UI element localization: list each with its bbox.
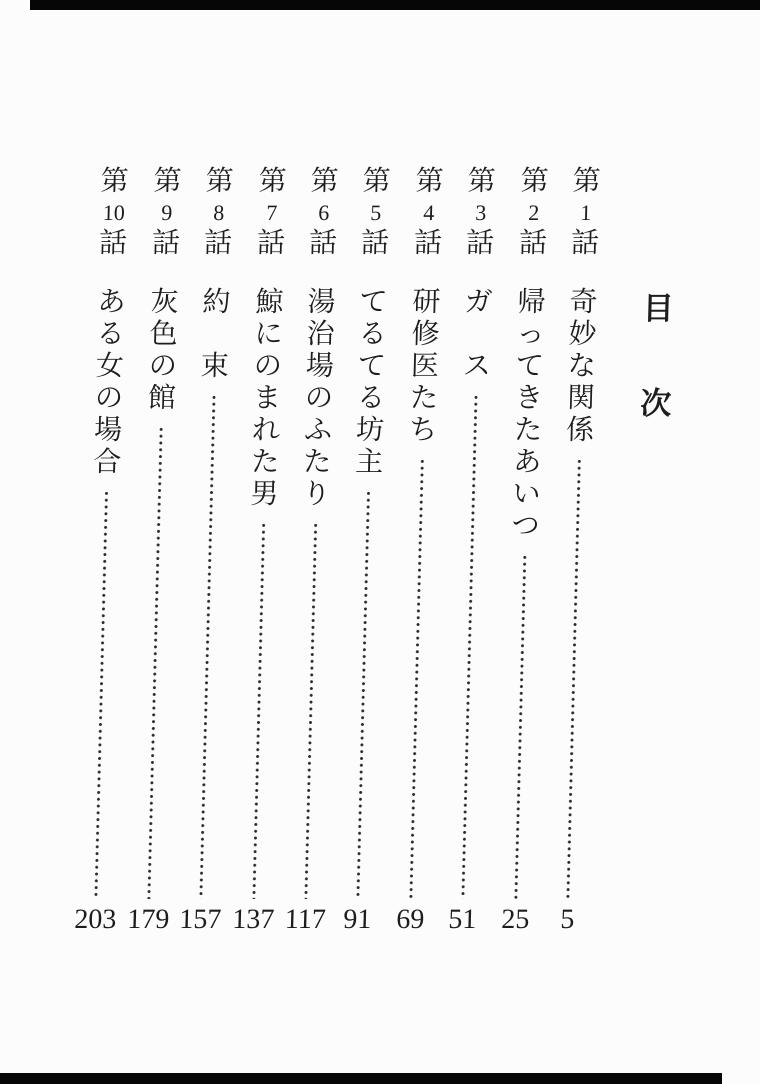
chapter-label [414,168,444,258]
chapter-label [152,168,182,258]
dot-leader [461,394,478,899]
chapter-label [204,168,234,258]
chapter-prefix: 第 [205,166,235,197]
toc-heading: 目 次 [639,291,675,421]
chapter-title: 約 束 [200,287,231,382]
page-number: 137 [231,904,275,935]
page-number: 117 [284,904,327,935]
page-number: 157 [178,904,222,935]
chapter-title: あ る 女 の 場 合 [92,287,126,478]
dot-leader [147,426,163,899]
dot-leader [514,554,527,899]
chapter-title: 研 修 医 た ち [408,287,441,446]
chapter-suffix: 話 [203,228,233,259]
page-number: 5 [559,904,575,935]
chapter-prefix: 第 [415,166,445,197]
toc-entry [126,166,186,935]
dot-leader [94,490,109,899]
chapter-number: 3 [474,200,487,225]
chapter-title: て る て る 坊 主 [354,287,388,478]
scan-artifact-bottom-bar [0,1073,722,1084]
page-number: 203 [73,904,117,935]
chapter-suffix: 話 [413,228,443,259]
chapter-number: 4 [422,200,435,225]
chapter-prefix: 第 [520,166,550,197]
chapter-suffix: 話 [151,228,181,259]
chapter-label [519,168,549,258]
chapter-number: 7 [265,200,278,225]
chapter-number: 6 [317,200,330,225]
chapter-label [257,168,287,258]
scan-artifact-top-bar [30,0,760,10]
toc-entry [444,168,500,934]
chapter-suffix: 話 [98,228,128,259]
dot-leader [566,458,582,899]
chapter-title: 奇 妙 な 関 係 [565,287,598,446]
dot-leader [356,490,371,899]
dot-leader [409,458,425,899]
chapter-prefix: 第 [572,166,602,197]
chapter-number: 1 [579,200,592,225]
chapter-prefix: 第 [153,166,183,197]
page-number: 91 [342,904,372,935]
toc-entry [284,166,343,935]
chapter-suffix: 話 [518,228,548,259]
toc-entry [339,168,395,934]
chapter-title: 湯 治 場 の ふ た り [302,287,336,510]
chapter-number: 5 [369,200,382,225]
chapter-suffix: 話 [360,228,390,259]
page-number: 25 [500,904,530,935]
chapter-label [99,168,129,258]
chapter-prefix: 第 [467,166,497,197]
toc-entry [549,168,605,934]
chapter-suffix: 話 [465,228,495,259]
toc-entry [73,166,133,935]
table-of-contents [0,168,760,940]
chapter-title: ガ ス [462,287,493,382]
dot-leader [304,522,318,899]
chapter-title: 帰 っ て き た あ い つ [511,287,546,542]
toc-entry [497,168,553,934]
page-number: 51 [447,904,477,935]
page-number: 69 [395,904,425,935]
toc-entry [231,166,291,935]
chapter-label [571,168,601,258]
chapter-prefix: 第 [310,166,340,197]
chapter-number: 9 [160,200,173,225]
chapter-suffix: 話 [570,228,600,259]
chapter-number: 2 [527,200,540,225]
chapter-number: 10 [102,200,126,225]
chapter-prefix: 第 [258,166,288,197]
page-number: 179 [126,904,170,935]
chapter-suffix: 話 [308,228,338,259]
chapter-label [309,168,339,258]
toc-entry [178,166,238,935]
chapter-prefix: 第 [362,166,392,197]
chapter-label [361,168,391,258]
chapter-title: 鯨 に の ま れ た 男 [250,287,284,510]
dot-leader [199,394,216,899]
chapter-label [466,168,496,258]
chapter-title: 灰 色 の 館 [147,287,179,414]
chapter-number: 8 [212,200,225,225]
dot-leader [252,522,266,899]
chapter-suffix: 話 [256,228,286,259]
chapter-prefix: 第 [100,166,130,197]
toc-entry [392,168,448,934]
